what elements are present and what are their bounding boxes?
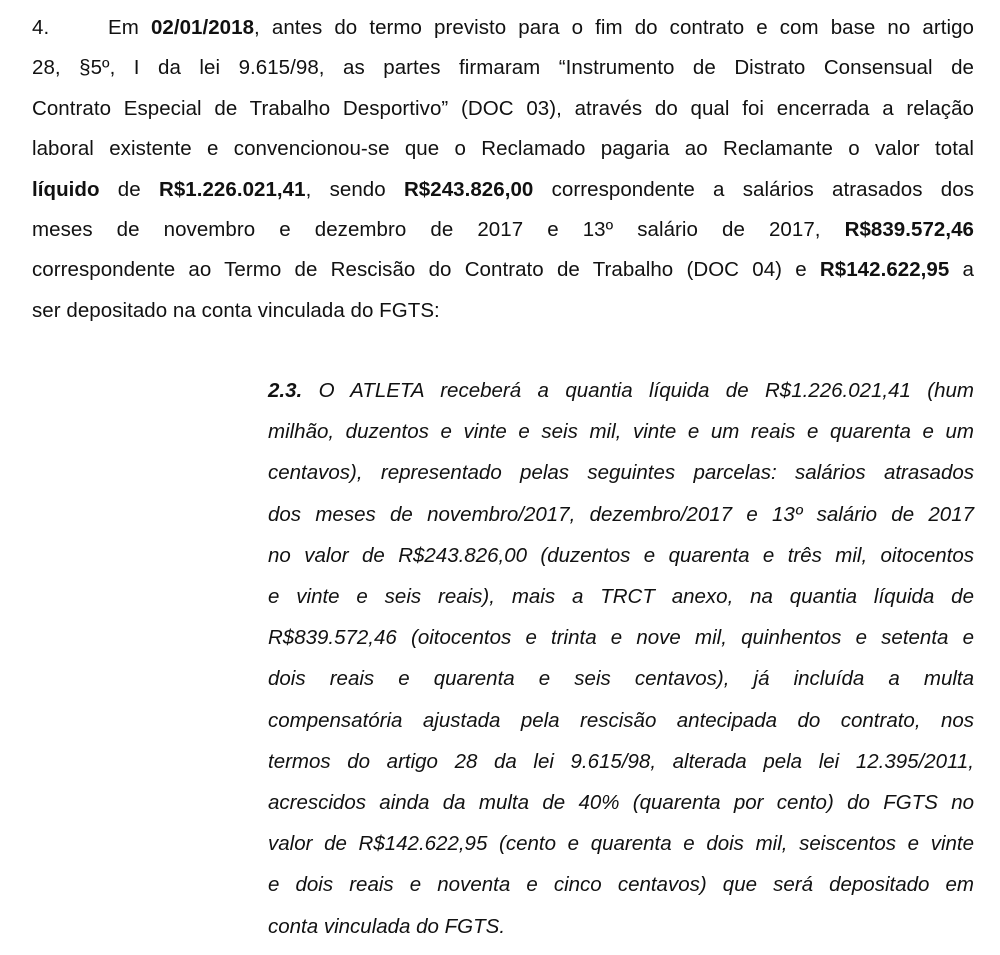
clause-line: conta vinculada do FGTS.	[268, 914, 506, 938]
text-span: de	[99, 177, 159, 201]
clause-line: no valor de R$243.826,00 (duzentos e quarenta e três mil, oitocentos	[268, 543, 974, 567]
paragraph-line: ser depositado na conta vinculada do FGTS:	[32, 298, 440, 322]
fgts-amount: R$142.622,95	[819, 258, 950, 282]
clause-number: 2.3.	[268, 379, 303, 402]
paragraph-line: laboral existente e convencionou-se que o Reclamado pagaria ao Reclamante o valor total	[32, 137, 974, 161]
clause-line: termos do artigo 28 da lei 9.615/98, alterada pela lei 12.395/2011,	[268, 749, 974, 773]
paragraph-line	[32, 170, 974, 210]
paragraph-line: 28, §5º, I da lei 9.615/98, as partes firmaram “Instrumento de Distrato Consensual de	[32, 56, 974, 80]
text-span: meses de novembro e dezembro de 2017 e 13º salário de 2017,	[32, 218, 845, 242]
clause-line: dos meses de novembro/2017, dezembro/2017 e 13º salário de 2017	[268, 502, 974, 526]
quoted-clause-2-3	[268, 370, 974, 947]
text-span: , antes do termo previsto para o fim do contrato e com base no artigo	[254, 16, 974, 39]
text-span: Em	[108, 16, 151, 39]
text-span: correspondente ao Termo de Rescisão do Contrato de Trabalho (DOC 04) e	[32, 258, 820, 282]
paragraph-4	[32, 8, 974, 331]
text-span: O ATLETA receberá a quantia líquida de R$1.226.021,41 (hum	[302, 379, 974, 402]
paragraph-line	[32, 8, 974, 48]
paragraph-line: Contrato Especial de Trabalho Desportivo” (DOC 03), através do qual foi encerrada a relação	[32, 96, 974, 120]
total-amount: R$1.226.021,41	[158, 177, 306, 201]
salary-amount: R$243.826,00	[403, 177, 534, 201]
trct-amount: R$839.572,46	[844, 218, 974, 242]
paragraph-line	[32, 250, 974, 290]
clause-line: acrescidos ainda da multa de 40% (quarenta por cento) do FGTS no	[268, 791, 974, 815]
paragraph-line	[32, 210, 974, 250]
text-span: correspondente a salários atrasados dos	[533, 177, 974, 201]
clause-line: dois reais e quarenta e seis centavos), já incluída a multa	[268, 667, 974, 691]
text-span: a	[949, 258, 974, 282]
clause-line: milhão, duzentos e vinte e seis mil, vinte e um reais e quarenta e um	[268, 420, 974, 444]
clause-line: R$839.572,46 (oitocentos e trinta e nove mil, quinhentos e setenta e	[268, 626, 974, 650]
text-span: , sendo	[305, 177, 404, 201]
date-bold: 02/01/2018	[150, 16, 255, 39]
clause-line	[268, 370, 974, 411]
clause-line: e vinte e seis reais), mais a TRCT anexo, na quantia líquida de	[268, 585, 974, 609]
paragraph-number: 4.	[32, 16, 50, 39]
clause-line: centavos), representado pelas seguintes parcelas: salários atrasados	[268, 461, 974, 485]
clause-line: valor de R$142.622,95 (cento e quarenta e dois mil, seiscentos e vinte	[268, 832, 974, 856]
clause-line: e dois reais e noventa e cinco centavos) que será depositado em	[268, 873, 974, 897]
clause-line: compensatória ajustada pela rescisão antecipada do contrato, nos	[268, 708, 974, 732]
bold-term: líquido	[32, 177, 100, 201]
